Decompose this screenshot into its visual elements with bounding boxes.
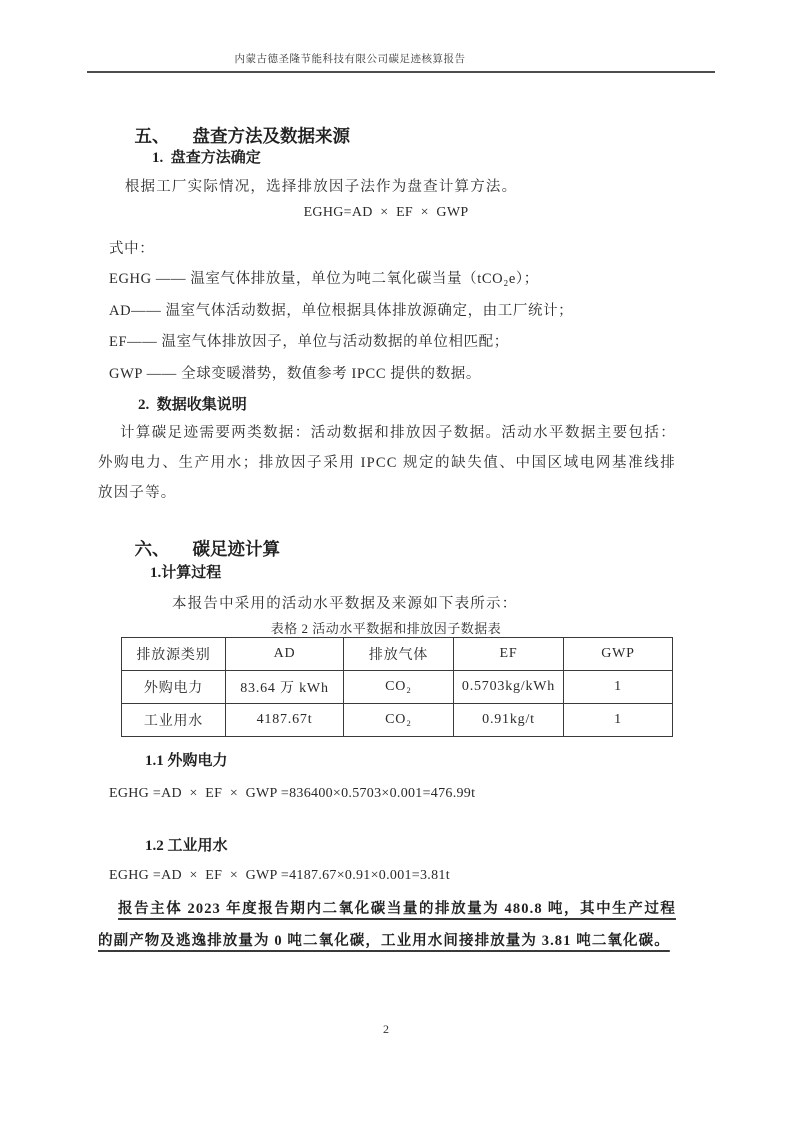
table-row [122,704,673,737]
formula-water: EGHG =AD × EF × GWP =4187.67×0.91×0.001=3.81t [109,868,450,883]
cell-gwp: 1 [564,704,673,737]
formula-main: EGHG=AD × EF × GWP [303,205,469,220]
definition-ef: EF—— 温室气体排放因子，单位与活动数据的单位相匹配； [109,334,509,350]
subheading-water: 1.2 工业用水 [145,838,228,854]
subheading-calc-process: 1.计算过程 [150,565,222,581]
paragraph-method-text: 根据工厂实际情况，选择排放因子法作为盘查计算方法。 [124,179,518,195]
cell-ef: 0.5703kg/kWh [454,671,564,704]
cell-ef: 0.91kg/t [454,704,564,737]
table-header-row [122,638,673,671]
subheading-method: 1. 盘查方法确定 [152,150,261,166]
section-6-title: 碳足迹计算 [192,539,280,559]
section-5-title: 盘查方法及数据来源 [192,126,350,146]
page-number: 2 [383,1022,389,1036]
col-header-gwp: GWP [564,638,673,671]
subheading-data-collection: 2. 数据收集说明 [138,397,247,413]
where-label: 式中： [109,241,155,257]
activity-data-table [121,637,673,737]
paragraph-method [98,172,676,202]
section-5-number: 五、 [134,126,170,146]
paragraph-data-collection: 计算碳足迹需要两类数据：活动数据和排放因子数据。活动水平数据主要包括：外购电力、生产用水；排放因子采用 IPCC 规定的缺失值、中国区域电网基准线排放因子等。 [98,425,676,501]
subheading-electricity: 1.1 外购电力 [145,753,228,769]
table-row [122,671,673,704]
running-header-title: 内蒙古德圣隆节能科技有限公司碳足迹核算报告 [234,54,466,65]
col-header-gas: 排放气体 [344,638,454,671]
definition-ad: AD—— 温室气体活动数据，单位根据具体排放源确定，由工厂统计； [109,303,574,319]
cell-gas: CO₂ [344,704,454,737]
definition-gwp: GWP —— 全球变暖潜势，数值参考 IPCC 提供的数据。 [109,366,481,382]
cell-source: 外购电力 [122,671,226,704]
col-header-ad: AD [226,638,344,671]
col-header-ef: EF [454,638,564,671]
definition-eghg: EGHG —— 温室气体排放量，单位为吨二氧化碳当量（tCO₂e）； [109,271,539,287]
table-caption: 表格 2 活动水平数据和排放因子数据表 [270,621,502,636]
formula-electricity: EGHG =AD × EF × GWP =836400×0.5703×0.001=476.99t [109,786,476,801]
col-header-source: 排放源类别 [122,638,226,671]
cell-source: 工业用水 [122,704,226,737]
header-rule [87,71,715,73]
cell-gwp: 1 [564,671,673,704]
section-6-number: 六、 [134,539,170,559]
cell-gas: CO₂ [344,671,454,704]
cell-ad: 4187.67t [226,704,344,737]
paragraph-table-intro-text: 本报告中采用的活动水平数据及来源如下表所示： [172,596,518,612]
cell-ad: 83.64 万 kWh [226,671,344,704]
paragraph-table-intro [98,589,676,619]
conclusion-statement: 报告主体 2023 年度报告期内二氧化碳当量的排放量为 480.8 吨，其中生产过程的副产物及逃逸排放量为 0 吨二氧化碳，工业用水间接排放量为 3.81 吨二氧化碳。 [98,901,676,949]
